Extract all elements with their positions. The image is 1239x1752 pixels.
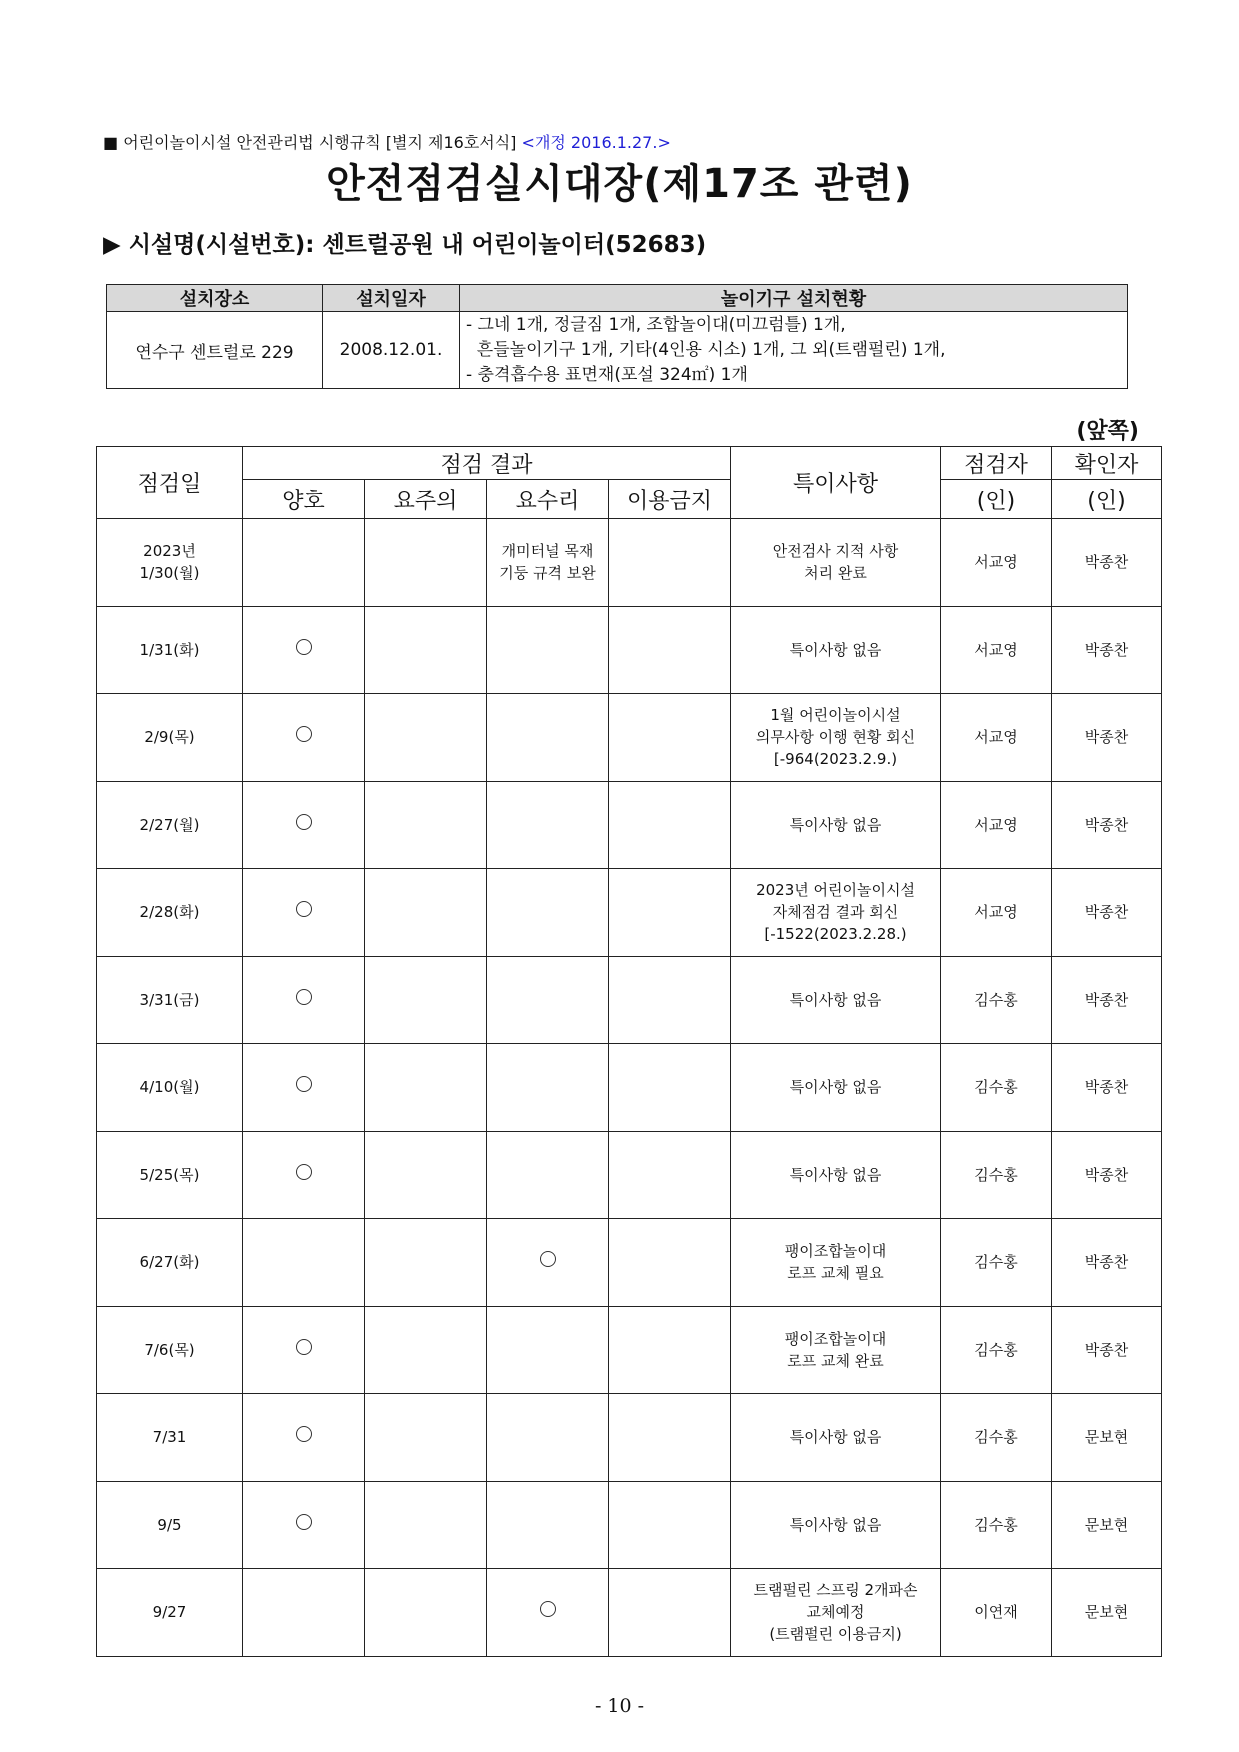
inspector-cell: 김수홍	[941, 1481, 1052, 1569]
notes-cell: 팽이조합놀이대 로프 교체 완료	[731, 1306, 941, 1394]
notes-cell: 특이사항 없음	[731, 1394, 941, 1482]
good-cell	[243, 1569, 365, 1657]
good-mark-icon	[296, 814, 312, 830]
repair-cell	[487, 1394, 609, 1482]
inspection-date: 2/28(화)	[97, 869, 243, 957]
inspector-cell: 김수홍	[941, 1044, 1052, 1132]
confirmer-cell: 박종찬	[1052, 1131, 1162, 1219]
repair-cell	[487, 1219, 609, 1307]
repair-cell	[487, 1131, 609, 1219]
good-cell	[243, 1306, 365, 1394]
confirmer-cell: 문보현	[1052, 1569, 1162, 1657]
form-reference-text: ■ 어린이놀이시설 안전관리법 시행규칙 [별지 제16호서식]	[103, 133, 517, 152]
notes-cell: 2023년 어린이놀이시설 자체점검 결과 회신 [-1522(2023.2.28.)	[731, 869, 941, 957]
revision-date: <개정 2016.1.27.>	[521, 133, 671, 152]
confirmer-cell: 박종찬	[1052, 1219, 1162, 1307]
inspection-date: 2023년 1/30(월)	[97, 519, 243, 607]
inspector-cell: 김수홍	[941, 1394, 1052, 1482]
equipment-line: 흔들놀이기구 1개, 기타(4인용 시소) 1개, 그 외(트램펄린) 1개,	[466, 339, 946, 360]
table-row	[97, 1394, 1162, 1482]
prohibited-cell	[609, 1569, 731, 1657]
notes-cell: 특이사항 없음	[731, 1131, 941, 1219]
table-row	[97, 519, 1162, 607]
installation-date: 2008.12.01.	[323, 312, 460, 389]
page-title: 안전점검실시대장(제17조 관련)	[326, 161, 913, 207]
good-cell	[243, 956, 365, 1044]
repair-cell	[487, 606, 609, 694]
prohibited-cell	[609, 1394, 731, 1482]
good-header: 양호	[243, 480, 365, 519]
caution-cell	[365, 519, 487, 607]
form-reference	[103, 130, 671, 153]
good-cell	[243, 1219, 365, 1307]
prohibited-cell	[609, 1306, 731, 1394]
inspector-cell: 김수홍	[941, 1219, 1052, 1307]
prohibited-cell	[609, 1044, 731, 1132]
confirmer-header: 확인자	[1052, 447, 1162, 480]
repair-mark-icon	[540, 1601, 556, 1617]
caution-cell	[365, 956, 487, 1044]
confirmer-cell: 문보현	[1052, 1481, 1162, 1569]
confirmer-cell: 문보현	[1052, 1394, 1162, 1482]
good-mark-icon	[296, 1339, 312, 1355]
equipment-status	[460, 312, 1128, 389]
good-mark-icon	[296, 726, 312, 742]
prohibited-cell	[609, 869, 731, 957]
caution-cell	[365, 1044, 487, 1132]
inspection-date: 2/27(월)	[97, 781, 243, 869]
good-cell	[243, 781, 365, 869]
prohibited-cell	[609, 781, 731, 869]
confirmer-cell: 박종찬	[1052, 1044, 1162, 1132]
notes-cell: 1월 어린이놀이시설 의무사항 이행 현황 회신 [-964(2023.2.9.)	[731, 694, 941, 782]
inspection-date: 9/27	[97, 1569, 243, 1657]
caution-cell	[365, 1131, 487, 1219]
confirmer-cell: 박종찬	[1052, 1306, 1162, 1394]
confirmer-cell: 박종찬	[1052, 694, 1162, 782]
prohibited-cell	[609, 606, 731, 694]
inspector-cell: 서교영	[941, 519, 1052, 607]
inspector-cell: 이연재	[941, 1569, 1052, 1657]
caution-cell	[365, 694, 487, 782]
repair-cell	[487, 1569, 609, 1657]
inspection-date-header: 점검일	[97, 447, 243, 519]
good-mark-icon	[296, 989, 312, 1005]
caution-cell	[365, 1394, 487, 1482]
inspection-date: 6/27(화)	[97, 1219, 243, 1307]
inspector-cell: 서교영	[941, 781, 1052, 869]
inspection-date: 7/6(목)	[97, 1306, 243, 1394]
repair-header: 요수리	[487, 480, 609, 519]
confirmer-seal-header: (인)	[1052, 480, 1162, 519]
notes-header: 특이사항	[731, 447, 941, 519]
good-mark-icon	[296, 1426, 312, 1442]
inspection-result-header: 점검 결과	[243, 447, 731, 480]
prohibited-cell	[609, 694, 731, 782]
prohibited-cell	[609, 956, 731, 1044]
inspector-cell: 김수홍	[941, 1131, 1052, 1219]
caution-cell	[365, 1569, 487, 1657]
table-row	[97, 1306, 1162, 1394]
facility-name: ▶ 시설명(시설번호): 센트럴공원 내 어린이놀이터(52683)	[103, 232, 707, 258]
repair-cell	[487, 781, 609, 869]
table-row	[97, 1044, 1162, 1132]
good-cell	[243, 694, 365, 782]
caution-cell	[365, 1481, 487, 1569]
table-row	[97, 869, 1162, 957]
table-row	[97, 694, 1162, 782]
repair-cell	[487, 1044, 609, 1132]
inspection-log-table	[96, 446, 1162, 1657]
notes-cell: 특이사항 없음	[731, 606, 941, 694]
good-cell	[243, 1394, 365, 1482]
inspection-date: 3/31(금)	[97, 956, 243, 1044]
inspection-date: 9/5	[97, 1481, 243, 1569]
repair-cell: 개미터널 목재 기둥 규격 보완	[487, 519, 609, 607]
inspector-cell: 서교영	[941, 869, 1052, 957]
installation-table	[106, 284, 1128, 389]
good-mark-icon	[296, 1514, 312, 1530]
repair-cell	[487, 869, 609, 957]
prohibited-cell	[609, 1131, 731, 1219]
table-row	[97, 1481, 1162, 1569]
notes-cell: 트램펄린 스프링 2개파손 교체예정 (트램펄린 이용금지)	[731, 1569, 941, 1657]
good-cell	[243, 1044, 365, 1132]
repair-cell	[487, 1481, 609, 1569]
good-cell	[243, 606, 365, 694]
prohibited-cell	[609, 1219, 731, 1307]
good-mark-icon	[296, 639, 312, 655]
table-row	[97, 1219, 1162, 1307]
caution-cell	[365, 869, 487, 957]
notes-cell: 특이사항 없음	[731, 781, 941, 869]
inspection-date: 4/10(월)	[97, 1044, 243, 1132]
inspection-date: 1/31(화)	[97, 606, 243, 694]
good-cell	[243, 1481, 365, 1569]
notes-cell: 안전검사 지적 사항 처리 완료	[731, 519, 941, 607]
notes-cell: 팽이조합놀이대 로프 교체 필요	[731, 1219, 941, 1307]
prohibited-cell	[609, 1481, 731, 1569]
good-cell	[243, 1131, 365, 1219]
page-number: - 10 -	[594, 1695, 645, 1717]
table-row	[97, 606, 1162, 694]
inspection-date: 2/9(목)	[97, 694, 243, 782]
good-mark-icon	[296, 1164, 312, 1180]
installation-location: 연수구 센트럴로 229	[107, 312, 323, 389]
repair-cell	[487, 1306, 609, 1394]
confirmer-cell: 박종찬	[1052, 956, 1162, 1044]
equipment-status-header: 놀이기구 설치현황	[460, 285, 1128, 312]
equipment-line: - 그네 1개, 정글짐 1개, 조합놀이대(미끄럼틀) 1개,	[466, 314, 846, 335]
notes-cell: 특이사항 없음	[731, 1044, 941, 1132]
caution-cell	[365, 781, 487, 869]
confirmer-cell: 박종찬	[1052, 869, 1162, 957]
table-row	[97, 781, 1162, 869]
inspector-header: 점검자	[941, 447, 1052, 480]
caution-cell	[365, 606, 487, 694]
inspector-seal-header: (인)	[941, 480, 1052, 519]
inspector-cell: 김수홍	[941, 956, 1052, 1044]
good-cell	[243, 519, 365, 607]
good-mark-icon	[296, 901, 312, 917]
repair-cell	[487, 694, 609, 782]
caution-cell	[365, 1219, 487, 1307]
caution-cell	[365, 1306, 487, 1394]
inspector-cell: 김수홍	[941, 1306, 1052, 1394]
prohibited-header: 이용금지	[609, 480, 731, 519]
equipment-line: - 충격흡수용 표면재(포설 324㎡) 1개	[466, 364, 748, 385]
inspector-cell: 서교영	[941, 606, 1052, 694]
prohibited-cell	[609, 519, 731, 607]
confirmer-cell: 박종찬	[1052, 519, 1162, 607]
inspection-date: 5/25(목)	[97, 1131, 243, 1219]
table-row	[97, 1569, 1162, 1657]
inspection-date: 7/31	[97, 1394, 243, 1482]
good-mark-icon	[296, 1076, 312, 1092]
installation-location-header: 설치장소	[107, 285, 323, 312]
table-row	[97, 1131, 1162, 1219]
installation-date-header: 설치일자	[323, 285, 460, 312]
caution-header: 요주의	[365, 480, 487, 519]
repair-mark-icon	[540, 1251, 556, 1267]
table-row	[97, 956, 1162, 1044]
inspector-cell: 서교영	[941, 694, 1052, 782]
notes-cell: 특이사항 없음	[731, 1481, 941, 1569]
side-label: (앞쪽)	[1076, 419, 1139, 444]
confirmer-cell: 박종찬	[1052, 781, 1162, 869]
good-cell	[243, 869, 365, 957]
notes-cell: 특이사항 없음	[731, 956, 941, 1044]
confirmer-cell: 박종찬	[1052, 606, 1162, 694]
repair-cell	[487, 956, 609, 1044]
